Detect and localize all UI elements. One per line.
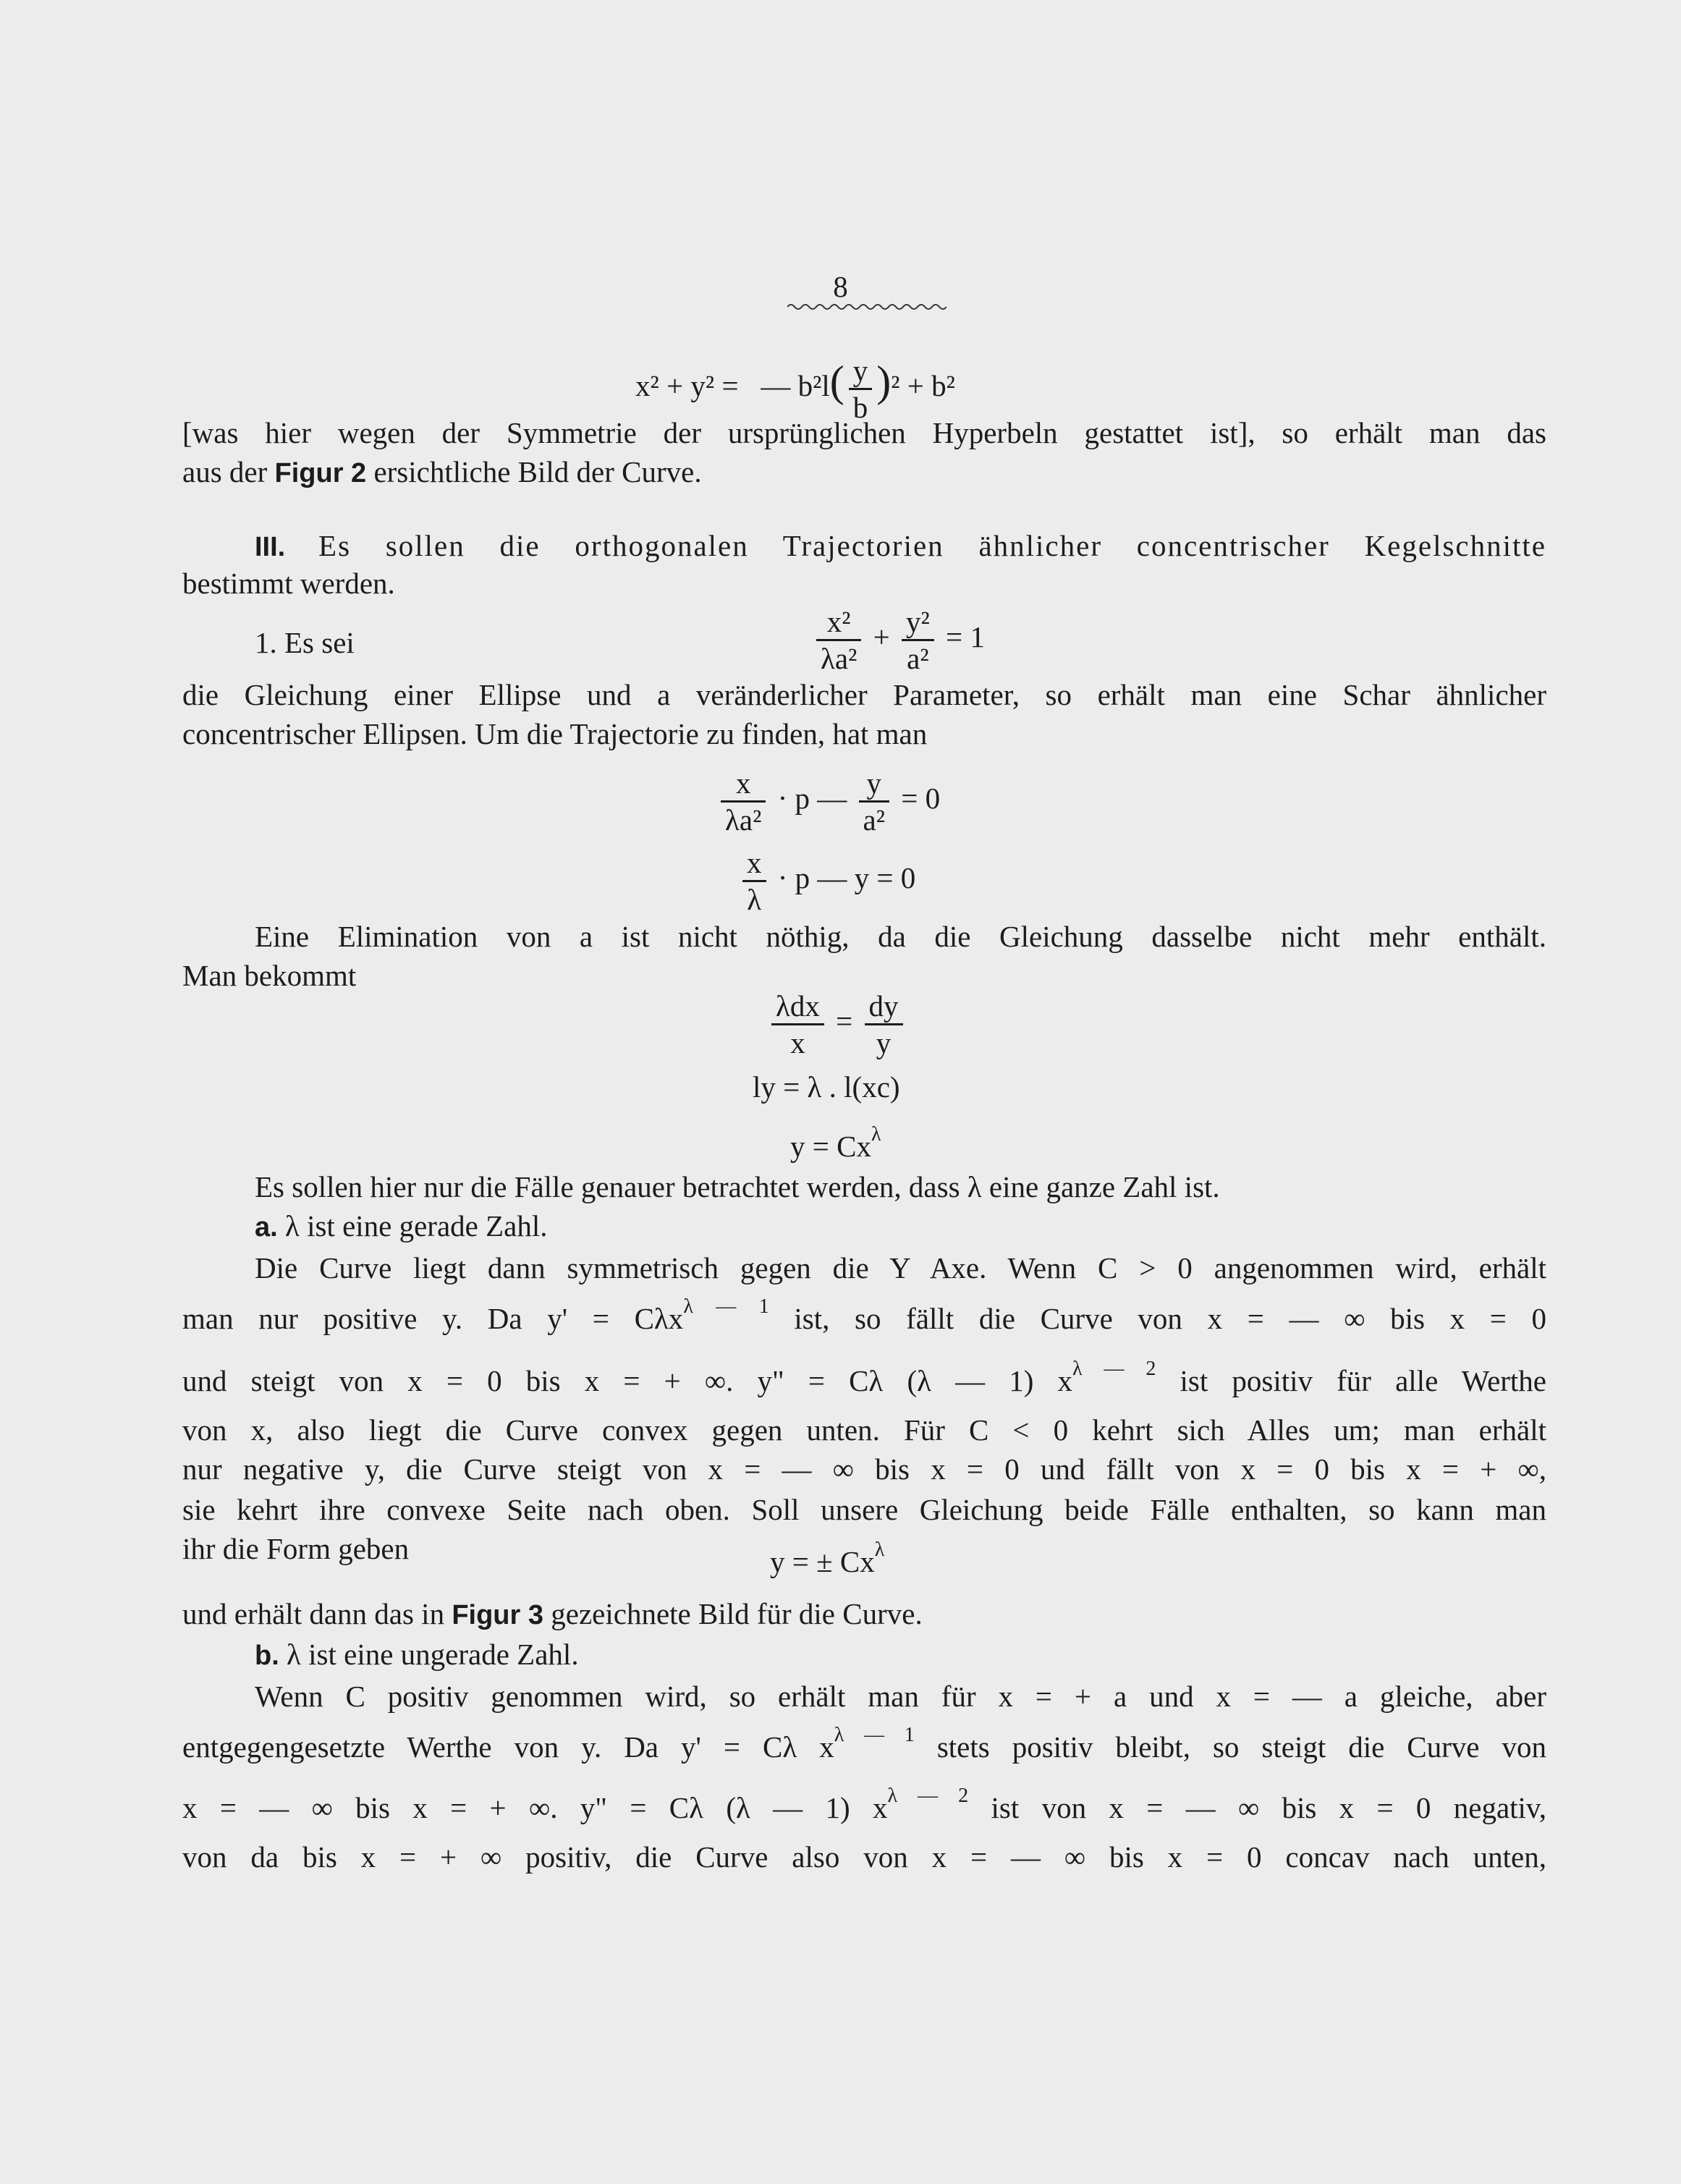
text-line: x = — ∞ bis x = + ∞. y" = Cλ (λ — 1) $x^{\lambda — 2}$ ist von x = — ∞ bis x = 0 negativ, — [182, 1785, 1547, 1824]
text-line: man nur positive y. Da y' = Cλx$^{\lambda — 1}$ ist, so fällt die Curve von x = — ∞ bis x = 0 — [182, 1295, 1547, 1335]
equation-separated: $\frac{\text{λdx}}{x}$ = $\frac{dy}{y}$ — [767, 989, 907, 1060]
section-number: III. — [255, 532, 286, 562]
eq-top-tail: ² + b² — [891, 368, 955, 402]
text-line: und steigt von x = 0 bis x = + ∞. y" = Cλ (λ — 1) $x^{\lambda — 2}$ ist positiv für alle Werthe — [182, 1358, 1547, 1397]
equation-differential: $\frac{x}{\text{λa²}}$ · p — $\frac{y}{\text{a²}}$ = 0 — [716, 766, 940, 837]
text-line: Man bekommt — [182, 959, 357, 992]
equation-solution: $y = Cx^\lambda$ — [790, 1123, 881, 1163]
equation-log: ly = λ . l(xc) — [753, 1070, 900, 1104]
text-line: Eine Elimination von a ist nicht nöthig, da die Gleichung dasselbe nicht mehr enthält. — [255, 920, 1546, 953]
text-line: die Gleichung einer Ellipse und a veränderlicher Parameter, so erhält man eine Schar ähnlicher — [182, 678, 1546, 711]
eq-top-right: — b²l — [761, 368, 830, 402]
text-line: Wenn C positiv genommen wird, so erhält man für x = + a und x = — a gleiche, aber — [255, 1680, 1546, 1713]
text-line: nur negative y, die Curve steigt von x = — ∞ bis x = 0 und fällt von x = 0 bis x = + ∞, — [182, 1452, 1546, 1486]
eq-top-left: x² + y² = — [635, 368, 739, 402]
text-line: von x, also liegt die Curve convex gegen unten. Für C < 0 kehrt sich Alles um; man erhält — [182, 1413, 1546, 1447]
figure-ref: Figur 2 — [274, 458, 367, 488]
equation-reduced: $\frac{x}{\lambda}$ · p — y = 0 — [738, 845, 915, 917]
text-line: ihr die Form geben — [182, 1532, 410, 1565]
equation-general: y = ± $Cx^\lambda$ — [770, 1538, 885, 1578]
section-heading: III. Es sollen die orthogonalen Trajectorien ähnlicher concentrischer Kegelschnitte — [255, 529, 1546, 562]
equation-top: x² + y² = — b²l( $\frac{y}{b}$ )² + b² — [635, 354, 955, 424]
text-line: sie kehrt ihre convexe Seite nach oben. Soll unsere Gleichung beide Fälle enthalten, so kann man — [182, 1493, 1546, 1526]
case-heading: b. λ ist eine ungerade Zahl. — [255, 1638, 579, 1671]
text-line: Die Curve liegt dann symmetrisch gegen die Y Axe. Wenn C > 0 angenommen wird, erhält — [255, 1251, 1546, 1284]
text-line: aus der Figur 2 ersichtliche Bild der Curve. — [182, 455, 702, 488]
text-line: [was hier wegen der Symmetrie der ursprünglichen Hyperbeln gestattet ist], so erhält man das — [182, 416, 1546, 449]
equation-ellipse: $\frac{\text{x²}}{\text{λa²}}$ + $\frac{\text{y²}}{\text{a²}}$ = 1 — [812, 604, 985, 676]
text-line: Es sollen hier nur die Fälle genauer betrachtet werden, dass λ eine ganze Zahl ist. — [255, 1170, 1220, 1203]
page-number: 8 — [833, 270, 848, 303]
text-line: entgegengesetzte Werthe von y. Da y' = Cλ $x^{\lambda — 1}$ stets positiv bleibt, so steigt die Curve von — [182, 1724, 1546, 1764]
text-line: 1. Es sei — [255, 626, 355, 659]
figure-ref: Figur 3 — [452, 1600, 544, 1630]
text-line: concentrischer Ellipsen. Um die Trajectorie zu finden, hat man — [182, 717, 928, 750]
text-line: von da bis x = + ∞ positiv, die Curve also von x = — ∞ bis x = 0 concav nach unten, — [182, 1840, 1546, 1874]
text-line: und erhält dann das in Figur 3 gezeichnete Bild für die Curve. — [182, 1597, 923, 1630]
case-heading: a. λ ist eine gerade Zahl. — [255, 1209, 548, 1243]
eq-top-fraction: $\frac{y}{b}$ — [849, 353, 873, 425]
page-number-ornament — [787, 302, 947, 311]
text-line: bestimmt werden. — [182, 567, 395, 600]
